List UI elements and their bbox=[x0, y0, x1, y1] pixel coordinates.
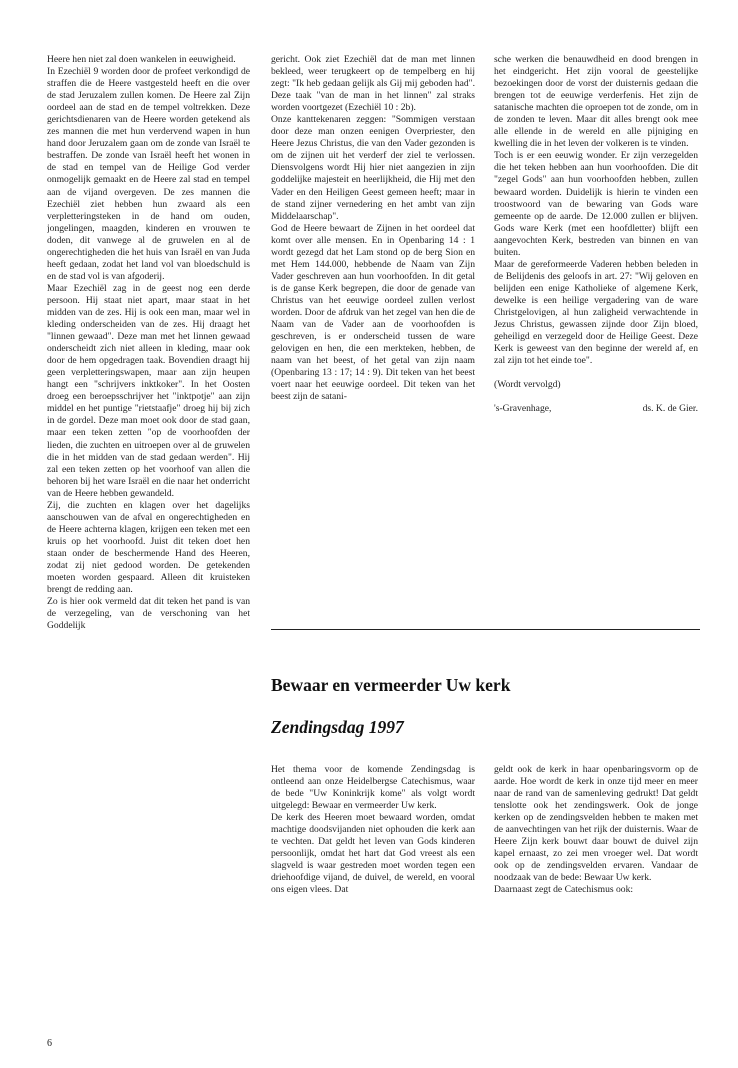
article2-column-1 bbox=[271, 764, 475, 1036]
article-subtitle: Zendingsdag 1997 bbox=[271, 717, 404, 737]
article2-column-2 bbox=[494, 764, 698, 1036]
paragraph: Het thema voor de komende Zendingsdag is ontleend aan onze Heidelbergse Catechismus, waar de bede "Uw Koninkrijk kome" als volgt wordt uitgelegd: Bewaar en vermeerder Uw kerk. bbox=[271, 764, 475, 812]
paragraph: God de Heere bewaart de Zijnen in het oordeel dat komt over alle mensen. En in Openbaring 14 : 1 wordt gezegd dat het Lam stond op de berg Sion en met Hem 144.000, hebbende de Naam van Zijn Vader geschreven aan hun voorhoofden. In dit getal is de ganse Kerk begrepen, die door de genade van Christus van het eeuwige oordeel zullen verlost worden. Door de afdruk van het zegel van hen die de Naam van de Vader aan de voorhoofden is geschreven, is er onderscheid tussen de ware gelovigen en hen, die een merkteken, hebben, de naam van het beest, of het getal van zijn naam (Openbaring 13 : 17; 14 : 9). Dit teken van het beest voert naar het eeuwige oordeel. Dit teken van het beest zijn de satani- bbox=[271, 222, 475, 403]
paragraph: Maar Ezechiël zag in de geest nog een derde persoon. Hij staat niet apart, maar staat in het midden van de zes. Hij is ook een man, maar wel in kleding onderscheiden van de zes. Hij draagt het "linnen gewaad". Deze man met het linnen gewaad onderscheidt zich niet alleen in kleding, maar ook door de hem opgedragen taak. Bovendien draagt hij geen verpletteringswapen, maar aan zijn heupen hangt een "schrijvers inktkoker". In het Oosten droeg een beroepsschrijver het "inktpotje" aan zijn middel en het puntige "rietstaafje" droeg hij bij zich in de gordel. Deze man moet ook door de stad gaan, maar een teken zetten "op de voorhoofden der lieden, die zuchten en uitroepen over al de gruwelen die in het midden van de stad gedaan werden". Hij zal een teken zetten op het voorhoof van allen die behoren bij het ware Israël en die naar het onderricht van de Heere hebben gewandeld. bbox=[47, 282, 250, 499]
paragraph: Daarnaast zegt de Catechismus ook: bbox=[494, 884, 634, 896]
signature-place: 's-Gravenhage, bbox=[494, 403, 552, 415]
section-divider bbox=[271, 629, 700, 630]
article-column-1 bbox=[47, 54, 250, 1034]
signature-line bbox=[494, 403, 698, 415]
paragraph: Maar de gereformeerde Vaderen hebben beleden in de Belijdenis des geloofs in art. 27: "Wij geloven en belijden een enige Katholieke of algemene Kerk, dewelke is een heilige vergadering van de ware Christgelovigen, al hun zaligheid verwachtende in Jezus Christus, gewassen zijnde door Zijn bloed, geheiligd en verzegeld door de Heilige Geest. Deze Kerk is geweest van den beginne der wereld af, en zal zijn tot het einde toe". bbox=[494, 258, 698, 367]
paragraph: geldt ook de kerk in haar openbaringsvorm op de aarde. Hoe wordt de kerk in onze tijd meer en meer naar de rand van de samenleving gedrukt! Dat geldt tenslotte ook het zendingswerk. Ook de jonge kerken op de zendingsvelden hebben te maken met de aanvechtingen van het rijk der duisternis. Waar de Heere Zijn kerk bouwt daar bouwt de duivel zijn kapel ernaast, zo zei men vroeger wel. Dat wordt ook op de zendingsvelden ervaren. Vandaar de noodzaak van de bede: Bewaar Uw kerk. bbox=[494, 764, 698, 884]
page-number: 6 bbox=[47, 1038, 52, 1049]
article-column-3 bbox=[494, 54, 698, 626]
paragraph: In Ezechiël 9 worden door de profeet verkondigd de straffen die de Heere vastgesteld heeft en die over de stad Jeruzalem zullen komen. De Heere zal Zijn oordeel aan de stad en de tempel voltrekken. Deze gerichtsdienaren van de Heere worden getekend als zes mannen die met hun verdervend wapen in hun hand door Jeruzalem gaan om de zonde van Israël te bestraffen. De zonde van Israël heeft het wonen in de stad en tempel van de Heilige God verder onmogelijk gemaakt en de Heere zal stad en tempel aan de vijand overgeven. De zes mannen die Ezechiël ziet hebben hun zwaard als een verpletteringsteken in de hand om ouden, jongelingen, maagden, kinderen en vrouwen te doden, dit vanwege al de gruwelen en al de ongerechtigheden die het huis van Israël en van Juda heeft gedaan, zodat het land vol van bloedschuld is en de stad vol is van afgoderij. bbox=[47, 66, 250, 282]
paragraph: sche werken die benauwdheid en dood brengen in het eindgericht. Het zijn vooral de geestelijke bezoekingen door de vorst der duisternis gedaan die brengen tot de eeuwige verderfenis. Het zijn de satanische machten die oproepen tot de zonde, om in de zonden te leven. Maar dit alles brengt ook mee alle ellende in de wereld en alle pijniging en kwelling die in het leven der volkeren is te vinden. bbox=[494, 54, 698, 150]
paragraph: Zo is hier ook vermeld dat dit teken het pand is van de verzegeling, van de verschoning van het Goddelijk bbox=[47, 596, 250, 632]
paragraph: Toch is er een eeuwig wonder. Er zijn verzegelden die het teken hebben aan hun voorhoofden. Die dit "zegel Gods" aan hun voorhoofden hebben, zullen bewaard worden. Duidelijk is hierin te vinden een troostwoord van de bewaring van Gods ware gemeente op de aarde. De 12.000 zullen er blijven. Gods ware Kerk (met een hoofdletter) blijft een aangevochten Kerk, bestreden van binnen en van buiten. bbox=[494, 150, 698, 258]
continued-note: (Wordt vervolgd) bbox=[494, 379, 561, 391]
paragraph: De kerk des Heeren moet bewaard worden, omdat machtige doodsvijanden niet ophouden die kerk aan te vechten. Dat geldt het leven van Gods kinderen persoonlijk, omdat het hart dat God vreest als een slagveld is waar gestreden moet worden tegen een driehoofdige vijand, de duivel, de wereld, en vooral ons eigen vlees. Dat bbox=[271, 812, 475, 896]
signature-author: ds. K. de Gier. bbox=[642, 403, 698, 415]
paragraph: Heere hen niet zal doen wankelen in eeuwigheid. bbox=[47, 54, 236, 65]
paragraph: Zij, die zuchten en klagen over het dagelijks aanschouwen van de afval en ongerechtigheden en de Heere achterna klagen, krijgen een teken met een kruis op het voorhoofd. Juist dit teken doet hen staan onder de beschermende Hand des Heeren, zodat zij niet gedood worden. De getekenden moeten worden gespaard. Alleen dit kruisteken brengt de redding aan. bbox=[47, 499, 250, 596]
article-title: Bewaar en vermeerder Uw kerk bbox=[271, 675, 511, 695]
article-column-2 bbox=[271, 54, 475, 626]
paragraph: gericht. Ook ziet Ezechiël dat de man met linnen bekleed, weer terugkeert op de tempelberg en hij zegt: "Ik heb gedaan gelijk als Gij mij geboden had". Deze taak "van de man in het linnen" zal straks worden voortgezet (Ezechiël 10 : 2b). bbox=[271, 54, 475, 114]
paragraph: Onze kanttekenaren zeggen: "Sommigen verstaan door deze man onzen eenigen Overpriester, den Heere Jezus Christus, die van den Vader gezonden is om de zijnen uit het verderf der ziel te verlossen. Diensvolgens wordt Hij hier niet aangezien in zijn goddelijke majesteit en heerlijkheid, die Hij met den Vader en den Heiligen Geest gemeen heeft; maar in de stand zijner vernedering en het ambt van zijn Middelaarschap". bbox=[271, 114, 475, 222]
